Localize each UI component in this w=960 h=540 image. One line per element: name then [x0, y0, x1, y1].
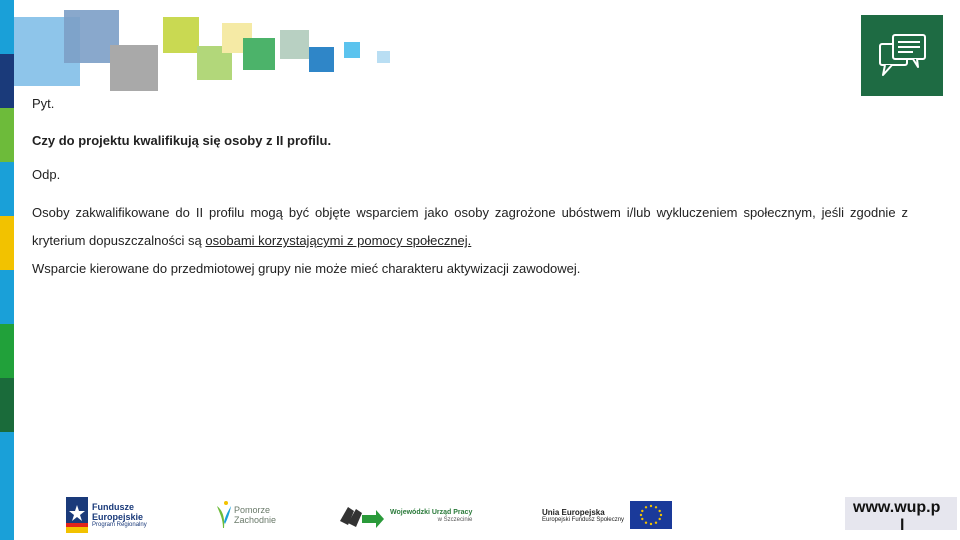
decor-square — [243, 38, 275, 70]
sidebar-stripe — [0, 324, 14, 378]
answer-text-part: Osoby zakwalifikowane do II profilu mogą być objęte wsparciem jako osoby zagrożone ubóstwem i/lub wykluczeniem społecznym, jeśli zgodnie z kryterium dopuszczalności są — [32, 205, 908, 248]
decor-square — [309, 47, 334, 72]
logo-wup-line1: Wojewódzki Urząd Pracy — [390, 508, 473, 516]
wup-arrows-icon — [338, 501, 384, 529]
eu-flag-icon — [630, 501, 672, 529]
eu-funds-star-icon — [66, 497, 88, 533]
logo-unia-europejska — [542, 495, 672, 535]
logo-fe-line3: Program Regionalny — [92, 522, 147, 528]
sidebar-stripe — [0, 486, 14, 540]
answer-text — [32, 199, 908, 255]
logo-fe-line2: Europejskie — [92, 512, 144, 522]
chat-icon-box — [861, 15, 943, 96]
sidebar-stripe — [0, 270, 14, 324]
decor-square — [280, 30, 309, 59]
logo-ue-line2: Europejski Fundusz Społeczny — [542, 516, 625, 523]
color-sidebar — [0, 0, 14, 540]
sidebar-stripe — [0, 108, 14, 162]
chat-bubbles-icon — [861, 15, 943, 96]
sidebar-stripe — [0, 378, 14, 432]
question-text: Czy do projektu kwalifikują się osoby z II profilu. — [32, 133, 332, 148]
website-url[interactable]: www.wup.p — [853, 499, 941, 516]
question-label: Pyt. — [32, 96, 55, 111]
logo-wup — [338, 495, 472, 535]
logo-wup-line2: w Szczecinie — [437, 516, 473, 523]
logo-fe-line1: Fundusze — [92, 502, 134, 512]
decor-square — [110, 45, 158, 91]
logo-pz-line2: Zachodnie — [234, 515, 277, 525]
decor-square — [163, 17, 199, 53]
logo-ue-line1: Unia Europejska — [542, 507, 605, 517]
decor-square — [377, 51, 390, 63]
answer-label: Odp. — [32, 167, 61, 182]
note-text: Wsparcie kierowane do przedmiotowej grupy nie może mieć charakteru aktywizacji zawodowej. — [32, 261, 581, 276]
sidebar-stripe — [0, 216, 14, 270]
website-url-continued[interactable]: l — [900, 517, 905, 534]
sidebar-stripe — [0, 54, 14, 108]
logo-pz-line1: Pomorze — [234, 505, 271, 515]
decor-square — [344, 42, 360, 58]
pomorze-leaf-icon — [214, 500, 232, 530]
sidebar-stripe — [0, 162, 14, 216]
sidebar-stripe — [0, 432, 14, 486]
logo-fundusze-europejskie — [66, 495, 147, 535]
logo-pomorze-zachodnie — [214, 495, 276, 535]
answer-underlined-text: osobami korzystającymi z pomocy społecznej. — [205, 233, 472, 248]
sidebar-stripe — [0, 0, 14, 54]
